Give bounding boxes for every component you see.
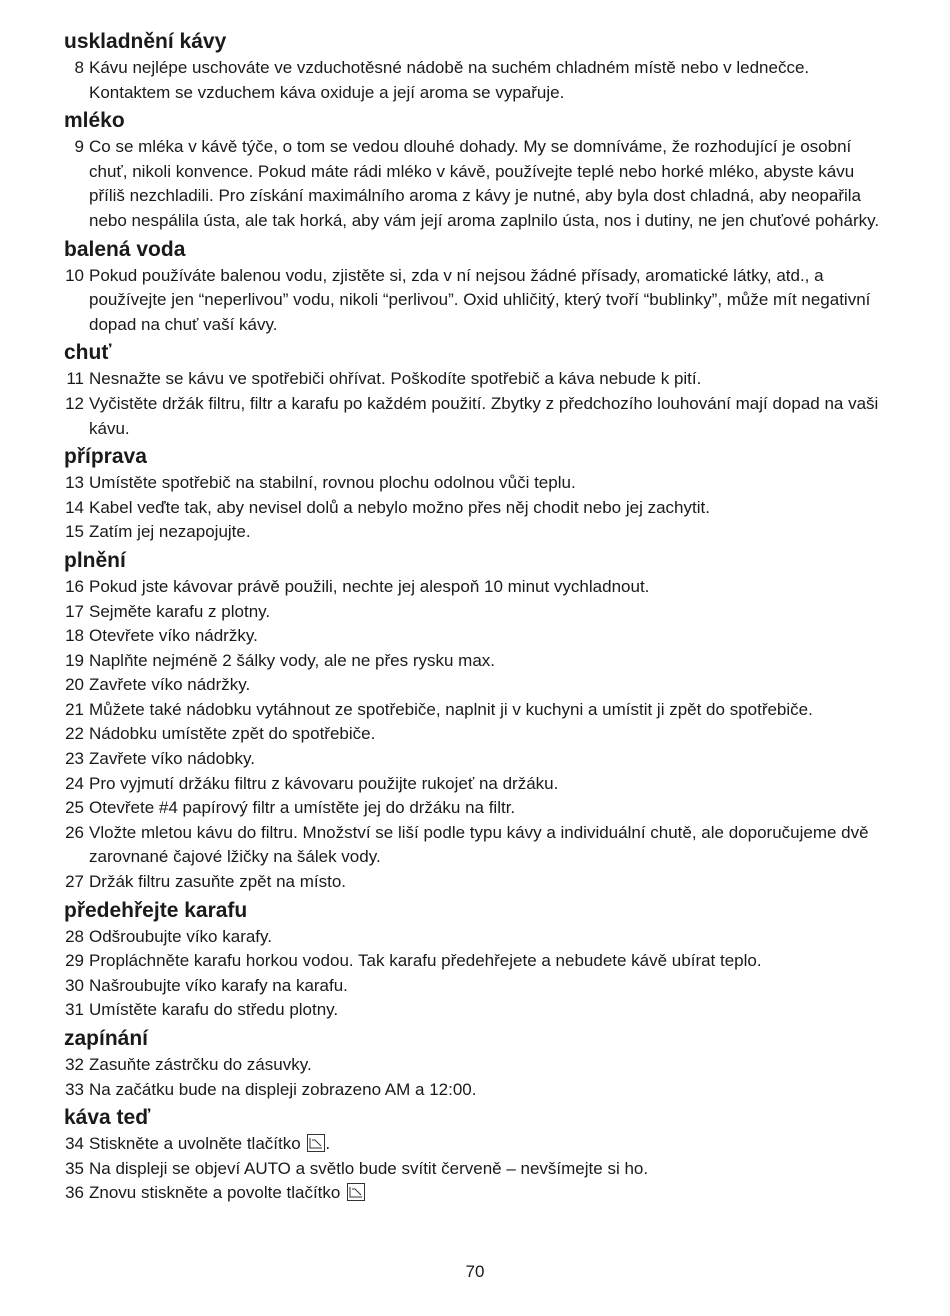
section xyxy=(64,1025,894,1102)
item-number: 24 xyxy=(65,773,84,793)
item-text xyxy=(89,624,894,649)
section xyxy=(64,339,894,441)
section xyxy=(64,107,894,233)
item-text-main: Nesnažte se kávu ve spotřebiči ohřívat. Poškodíte spotřebič a káva nebude k pití. xyxy=(89,369,702,389)
section-heading: příprava xyxy=(64,445,147,469)
section-heading: chuť xyxy=(64,341,112,365)
item-text-main: Vložte mletou kávu do filtru. Množství se liší podle typu kávy a individuální chutě, ale doporučujeme dvě zarovnané čajové lžičky na šálek vody. xyxy=(89,822,869,867)
section-heading: uskladnění kávy xyxy=(64,30,227,53)
section-heading: balená voda xyxy=(64,237,186,261)
list-item xyxy=(64,772,894,797)
item-text xyxy=(89,1078,894,1103)
item-text xyxy=(89,600,894,625)
item-number: 22 xyxy=(65,724,84,744)
item-number: 33 xyxy=(65,1079,84,1099)
item-text-main: Na začátku bude na displeji zobrazeno AM a 12:00. xyxy=(89,1079,477,1099)
list-item xyxy=(64,796,894,821)
item-number: 10 xyxy=(65,265,84,285)
item-text xyxy=(89,1132,894,1157)
list-item xyxy=(64,747,894,772)
item-text-main: Stiskněte a uvolněte tlačítko xyxy=(89,1134,301,1154)
item-text xyxy=(89,870,894,895)
item-text-main: Zavřete víko nádržky. xyxy=(89,675,251,695)
list-item xyxy=(64,367,894,392)
item-number: 31 xyxy=(65,1000,84,1020)
instructions-body xyxy=(64,26,894,1206)
list-item xyxy=(64,870,894,895)
item-text xyxy=(89,1181,894,1206)
item-number: 28 xyxy=(65,926,84,946)
item-number: 30 xyxy=(65,975,84,995)
item-number: 18 xyxy=(65,626,84,646)
item-number: 34 xyxy=(65,1134,84,1154)
list-item xyxy=(64,1053,894,1078)
list-item xyxy=(64,998,894,1023)
item-text-main: Držák filtru zasuňte zpět na místo. xyxy=(89,872,346,892)
list-item xyxy=(64,520,894,545)
item-text-main: Naplňte nejméně 2 šálky vody, ale ne přes rysku max. xyxy=(89,650,495,670)
item-text xyxy=(89,772,894,797)
list-item xyxy=(64,974,894,999)
item-text xyxy=(89,821,894,870)
item-number: 35 xyxy=(65,1158,84,1178)
item-number: 16 xyxy=(65,576,84,596)
item-text xyxy=(89,796,894,821)
list-item xyxy=(64,1181,894,1206)
item-text xyxy=(89,974,894,999)
item-text-suffix: . xyxy=(325,1134,331,1154)
item-number: 21 xyxy=(65,699,84,719)
item-text xyxy=(89,998,894,1023)
item-text xyxy=(89,949,894,974)
brew-button-icon xyxy=(347,1183,365,1201)
list-item xyxy=(64,496,894,521)
item-text xyxy=(89,496,894,521)
item-number: 12 xyxy=(65,393,84,413)
section-heading: mléko xyxy=(64,109,125,133)
item-text-main: Umístěte spotřebič na stabilní, rovnou plochu odolnou vůči teplu. xyxy=(89,473,576,493)
list-item xyxy=(64,821,894,870)
list-item xyxy=(64,1157,894,1182)
item-text-main: Pro vyjmutí držáku filtru z kávovaru použijte rukojeť na držáku. xyxy=(89,773,559,793)
section xyxy=(64,547,894,895)
list-item xyxy=(64,624,894,649)
list-item xyxy=(64,392,894,441)
list-item xyxy=(64,600,894,625)
item-text xyxy=(89,135,894,233)
section-heading: zapínání xyxy=(64,1027,149,1050)
item-text xyxy=(89,264,894,338)
item-number: 9 xyxy=(74,137,84,157)
item-text-main: Pokud používáte balenou vodu, zjistěte si, zda v ní nejsou žádné přísady, aromatické látky, atd., a používejte jen “neperlivou” vodu, nikoli “perlivou”. Oxid uhličitý, který tvoří “bublinky”, může mít negativní dopad na chuť vaší kávy. xyxy=(89,265,871,334)
item-text-main: Propláchněte karafu horkou vodou. Tak karafu předehřejete a nebudete kávě ubírat teplo. xyxy=(89,951,762,971)
list-item xyxy=(64,1132,894,1157)
item-text-main: Znovu stiskněte a povolte tlačítko xyxy=(89,1183,341,1203)
item-text-main: Otevřete #4 papírový filtr a umístěte jej do držáku na filtr. xyxy=(89,798,516,818)
item-number: 25 xyxy=(65,798,84,818)
item-text xyxy=(89,367,894,392)
item-text xyxy=(89,471,894,496)
section xyxy=(64,28,894,105)
item-number: 20 xyxy=(65,675,84,695)
brew-button-icon xyxy=(307,1134,325,1152)
section-heading: plnění xyxy=(64,548,126,572)
item-text-main: Vyčistěte držák filtru, filtr a karafu po každém použití. Zbytky z předchozího louhování mají dopad na vaši kávu. xyxy=(89,393,879,438)
item-text xyxy=(89,722,894,747)
list-item xyxy=(64,56,894,105)
list-item xyxy=(64,673,894,698)
item-text xyxy=(89,1053,894,1078)
item-text-main: Pokud jste kávovar právě použili, nechte jej alespoň 10 minut vychladnout. xyxy=(89,576,650,596)
list-item xyxy=(64,949,894,974)
item-text xyxy=(89,1157,894,1182)
item-text-main: Zatím jej nezapojujte. xyxy=(89,522,251,542)
item-number: 19 xyxy=(65,650,84,670)
item-text-main: Kabel veďte tak, aby nevisel dolů a nebylo možno přes něj chodit nebo jej zachytit. xyxy=(89,497,710,517)
list-item xyxy=(64,264,894,338)
item-number: 8 xyxy=(74,58,84,77)
list-item xyxy=(64,135,894,233)
item-number: 17 xyxy=(65,601,84,621)
section xyxy=(64,897,894,1023)
item-text xyxy=(89,392,894,441)
item-text-main: Našroubujte víko karafy na karafu. xyxy=(89,975,348,995)
item-number: 27 xyxy=(65,872,84,892)
item-text xyxy=(89,925,894,950)
item-text-main: Sejměte karafu z plotny. xyxy=(89,601,271,621)
section xyxy=(64,1104,894,1206)
item-number: 15 xyxy=(65,522,84,542)
item-text-main: Co se mléka v kávě týče, o tom se vedou dlouhé dohady. My se domníváme, že rozhodující je osobní chuť, nikoli konvence. Pokud máte rádi mléko v kávě, používejte teplé nebo horké mléko, abyste kávu příliš nezchladili. Pro získání maximálního aroma z kávy je nutné, aby byla dost chladná, aby neopařila nebo nespálila ústa, ale tak horká, aby vám její aroma zaplnilo ústa, nos i dutiny, ne jen chuťové pohárky. xyxy=(89,137,880,230)
list-item xyxy=(64,925,894,950)
section xyxy=(64,443,894,545)
section-heading: káva teď xyxy=(64,1106,151,1130)
item-text xyxy=(89,673,894,698)
item-number: 26 xyxy=(65,822,84,842)
item-text-main: Zasuňte zástrčku do zásuvky. xyxy=(89,1055,312,1074)
page-number: 70 xyxy=(465,1262,485,1281)
item-text-main: Nádobku umístěte zpět do spotřebiče. xyxy=(89,724,376,744)
item-text xyxy=(89,747,894,772)
list-item xyxy=(64,649,894,674)
list-item xyxy=(64,698,894,723)
item-text-main: Odšroubujte víko karafy. xyxy=(89,926,272,946)
item-text xyxy=(89,56,894,105)
item-number: 13 xyxy=(65,473,84,493)
item-number: 14 xyxy=(65,497,84,517)
section xyxy=(64,236,894,338)
item-text-main: Otevřete víko nádržky. xyxy=(89,626,258,646)
item-text-main: Kávu nejlépe uschováte ve vzduchotěsné nádobě na suchém chladném místě nebo v lednečce. Kontaktem se vzduchem káva oxiduje a její aroma se vypařuje. xyxy=(89,58,810,102)
item-text-main: Umístěte karafu do středu plotny. xyxy=(89,1000,339,1020)
list-item xyxy=(64,1078,894,1103)
item-text-main: Na displeji se objeví AUTO a světlo bude svítit červeně – nevšímejte si ho. xyxy=(89,1158,649,1178)
item-number: 11 xyxy=(66,369,84,389)
item-text-main: Můžete také nádobku vytáhnout ze spotřebiče, naplnit ji v kuchyni a umístit ji zpět do spotřebiče. xyxy=(89,699,813,719)
item-number: 36 xyxy=(65,1183,84,1203)
item-text xyxy=(89,649,894,674)
item-text-main: Zavřete víko nádobky. xyxy=(89,749,255,769)
item-text xyxy=(89,520,894,545)
item-text xyxy=(89,698,894,723)
section-heading: předehřejte karafu xyxy=(64,898,248,922)
list-item xyxy=(64,722,894,747)
list-item xyxy=(64,471,894,496)
item-number: 29 xyxy=(65,951,84,971)
item-number: 32 xyxy=(65,1055,84,1074)
item-text xyxy=(89,575,894,600)
item-number: 23 xyxy=(65,749,84,769)
list-item xyxy=(64,575,894,600)
